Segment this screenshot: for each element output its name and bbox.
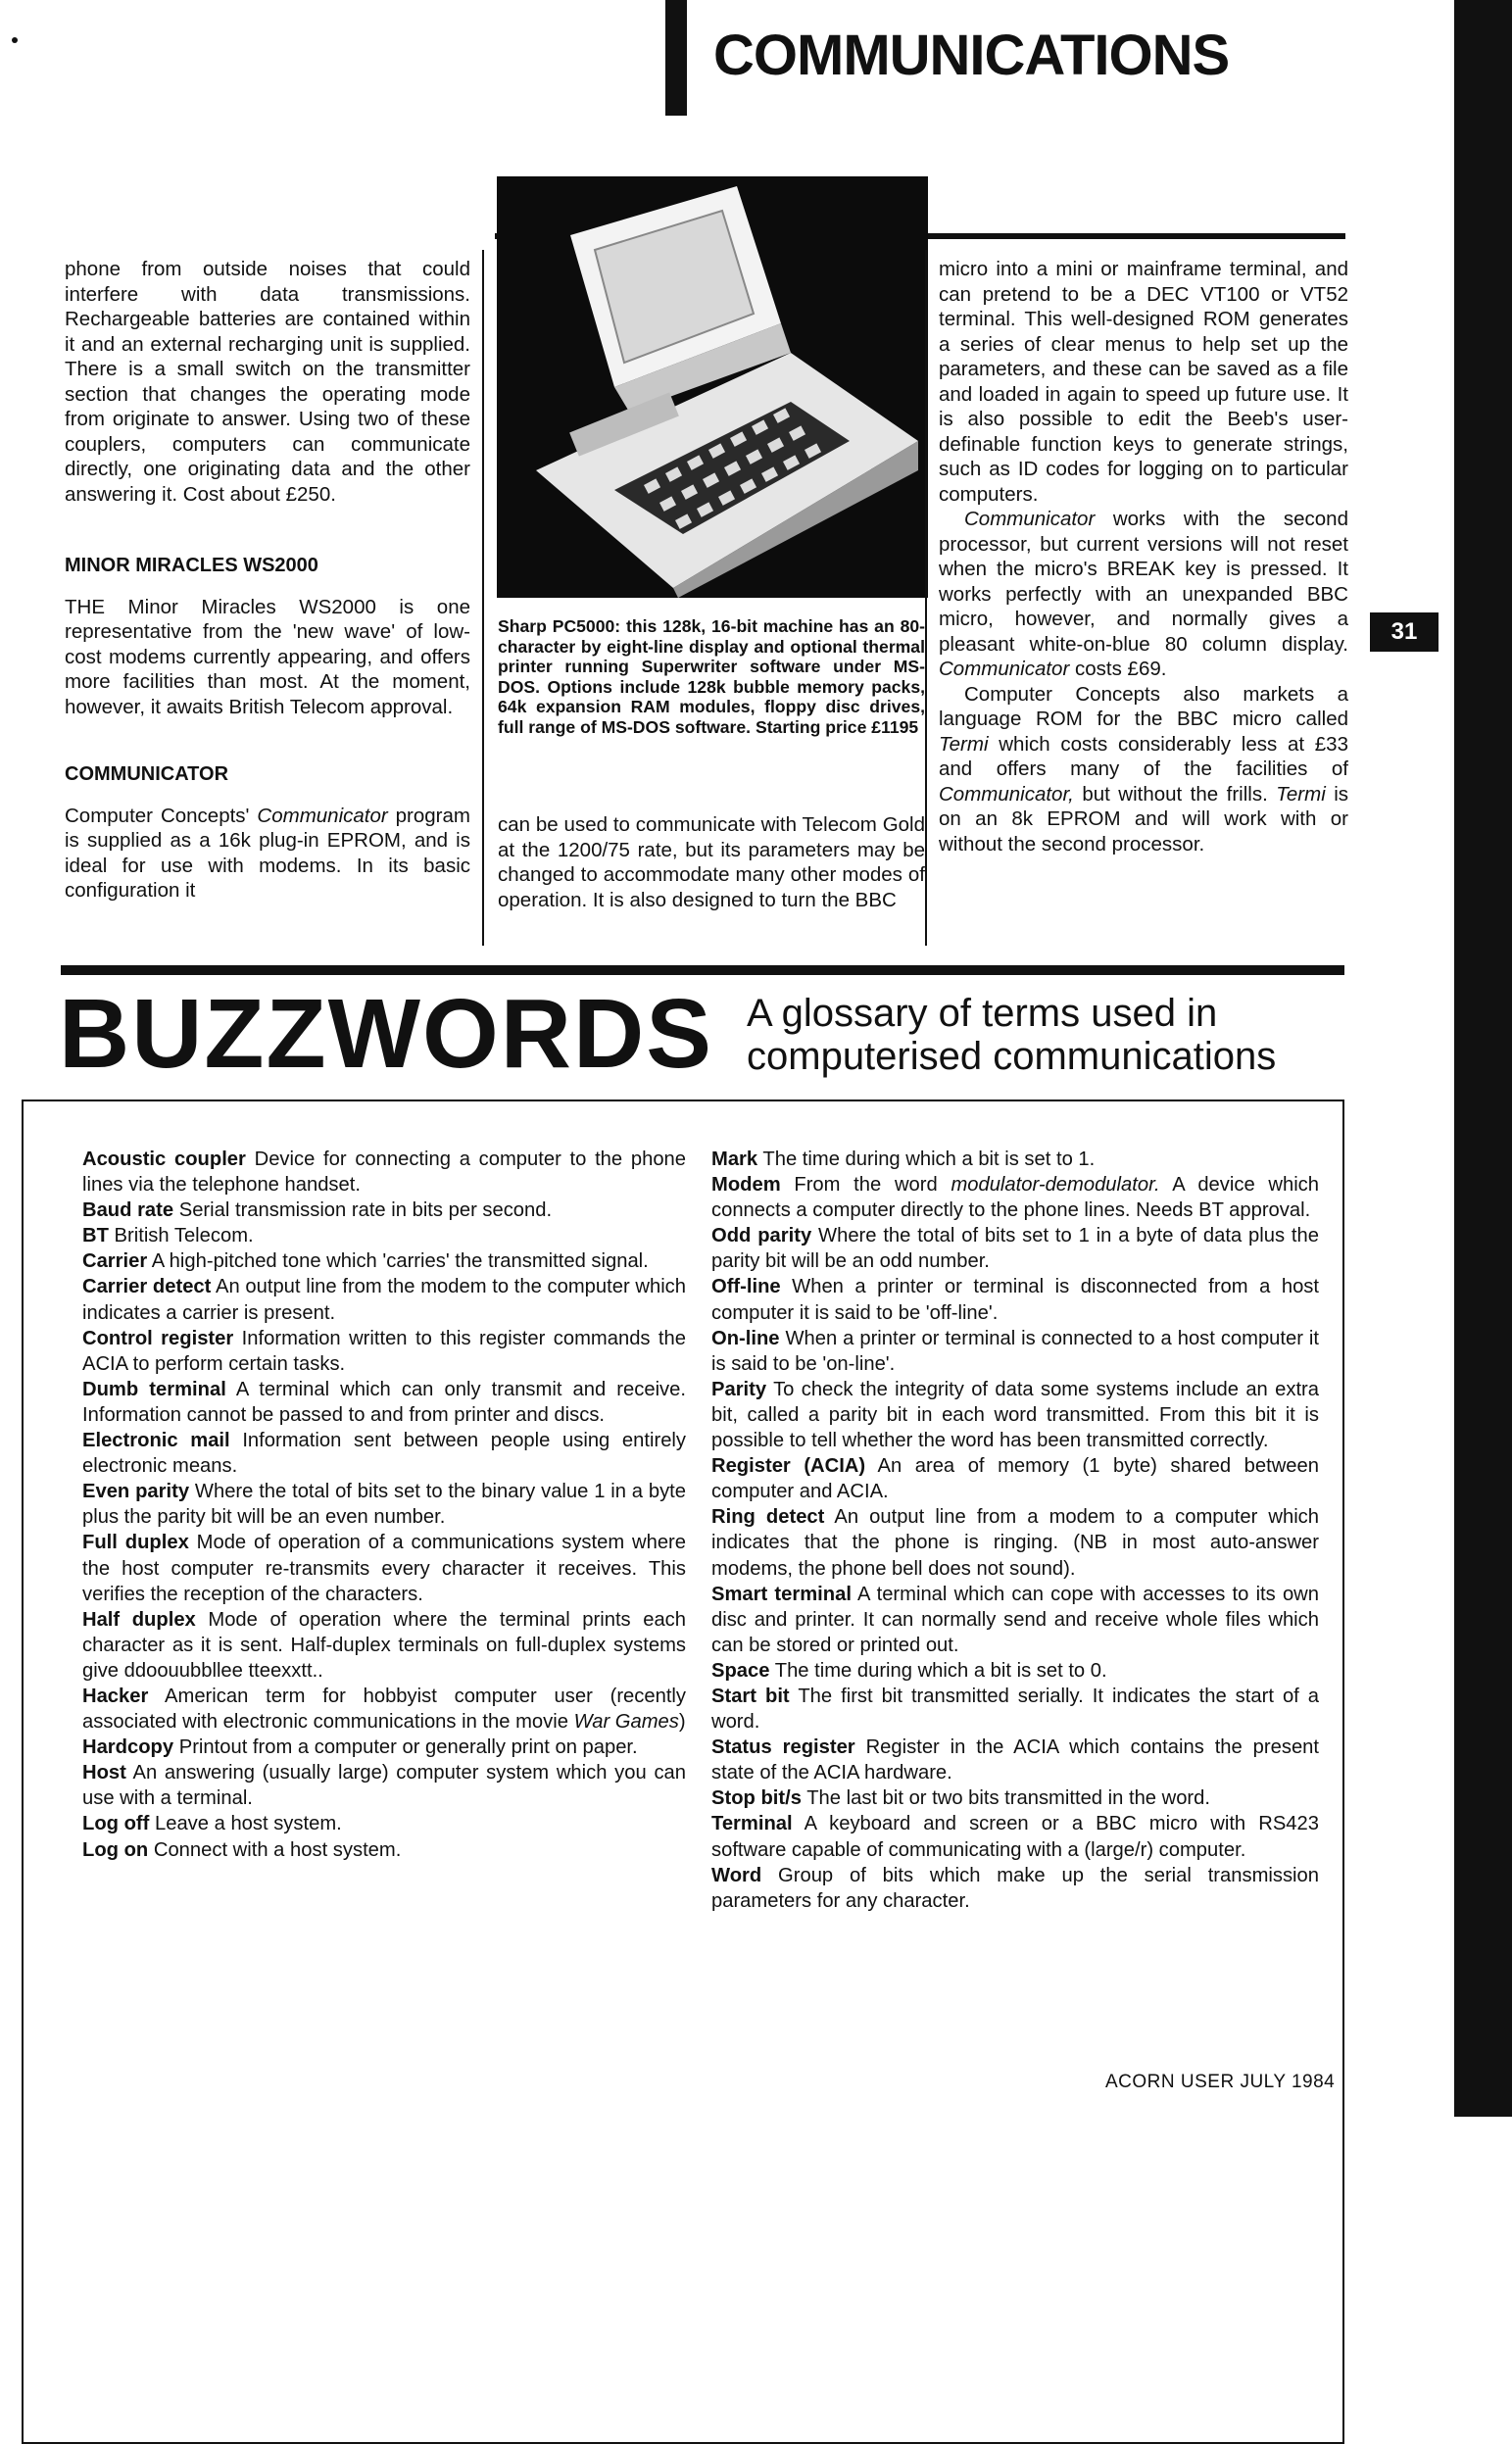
column1-paragraph-2: THE Minor Miracles WS2000 is one representative from the 'new wave' of low-cost modems currently appearing, and offers more facilities than most. At the moment, however, it awaits British Telecom approval. — [65, 595, 470, 718]
glossary-italic: War Games — [573, 1711, 679, 1734]
glossary-entry — [82, 1248, 686, 1274]
glossary-entry — [711, 1326, 1319, 1377]
laptop-illustration — [497, 176, 928, 598]
footer-issue: ACORN USER JULY 1984 — [1105, 2072, 1336, 2092]
glossary-definition-end: ) — [678, 1711, 686, 1734]
glossary-entry — [82, 1223, 686, 1248]
page-number-tab: 31 — [1370, 612, 1439, 652]
glossary-definition: Leave a host system. — [155, 1813, 342, 1835]
glossary-entry — [82, 1147, 686, 1198]
glossary-entry — [82, 1428, 686, 1479]
page-edge-strip — [1454, 0, 1512, 2117]
glossary-entry — [711, 1172, 1319, 1223]
column-1 — [65, 257, 470, 904]
glossary-definition: Where the total of bits set to the binary value 1 in a byte plus the parity bit will be an even number. — [82, 1481, 687, 1529]
glossary-term: Start bit — [711, 1685, 790, 1707]
subtitle-line-2: computerised communications — [747, 1035, 1277, 1078]
glossary-right-column — [711, 1147, 1319, 1914]
glossary-entry — [82, 1479, 686, 1530]
glossary-definition: American term for hobbyist computer user (recently associated with electronic communications in the movie — [82, 1685, 687, 1734]
glossary-term: Odd parity — [711, 1225, 812, 1247]
glossary-definition-end: A device which connects a computer directly to the phone lines. Needs BT approval. — [711, 1174, 1320, 1222]
glossary-entry — [711, 1811, 1319, 1862]
glossary-entry — [711, 1453, 1319, 1504]
glossary-entry — [82, 1198, 686, 1223]
glossary-term: Hardcopy — [82, 1736, 174, 1759]
subtitle-line-1: A glossary of terms used in — [747, 992, 1218, 1035]
glossary-entry — [82, 1274, 686, 1325]
text-span: program is supplied as a 16k plug-in EPROM, and is ideal for use with modems. In its basic configuration it — [65, 804, 470, 902]
glossary-entry — [711, 1377, 1319, 1453]
glossary-term: Register (ACIA) — [711, 1455, 866, 1478]
glossary-left-column — [82, 1147, 686, 1863]
glossary-italic: modulator-demodulator. — [951, 1174, 1160, 1197]
photo-caption: Sharp PC5000: this 128k, 16-bit machine has an 80-character by eight-line display and optional thermal printer running Superwriter software under MS-DOS. Options include 128k bubble memory packs, 64k expansion RAM modules, floppy disc drives, full range of MS-DOS software. Starting price £1195 — [498, 616, 925, 737]
glossary-term: Terminal — [711, 1813, 793, 1835]
glossary-definition: From the word — [794, 1174, 938, 1197]
glossary-term: Hacker — [82, 1685, 149, 1707]
glossary-term: Acoustic coupler — [82, 1149, 246, 1170]
glossary-term: Modem — [711, 1174, 781, 1197]
italic-title: Communicator — [964, 508, 1096, 530]
glossary-definition: When a printer or terminal is connected to a host computer it is said to be 'on-line'. — [711, 1327, 1320, 1375]
glossary-definition: Mode of operation of a communications system where the host computer re-transmits every character it receives. This verifies the reception of the characters. — [82, 1532, 686, 1605]
glossary-term: Full duplex — [82, 1532, 189, 1554]
glossary-definition: Register in the ACIA which contains the present state of the ACIA hardware. — [711, 1736, 1320, 1784]
column2-paragraph: can be used to communicate with Telecom Gold at the 1200/75 rate, but its parameters may be changed to accommodate many other modes of operation. It is also designed to turn the BBC — [498, 813, 925, 911]
glossary-entry — [711, 1658, 1319, 1684]
glossary-definition: Device for connecting a computer to the phone lines via the telephone handset. — [82, 1149, 686, 1197]
glossary-term: Dumb terminal — [82, 1378, 226, 1400]
glossary-term: Host — [82, 1762, 126, 1784]
column1-paragraph-1: phone from outside noises that could interfere with data transmissions. Rechargeable batteries are contained within it and an external recharging unit is supplied. There is a small switch on the transmitter section that changes the operating mode from originate to answer. Using two of these couplers, computers can communicate directly, one originating data and the other answering it. Cost about £250. — [65, 258, 470, 506]
glossary-term: Status register — [711, 1736, 855, 1759]
glossary-entry — [82, 1377, 686, 1428]
print-speck — [12, 37, 18, 43]
italic-title: Communicator — [939, 658, 1070, 680]
glossary-definition: The last bit or two bits transmitted in the word. — [806, 1787, 1210, 1810]
glossary-entry — [711, 1504, 1319, 1581]
italic-title: Termi — [939, 732, 989, 756]
column-divider-1 — [482, 250, 484, 946]
glossary-entry — [711, 1582, 1319, 1658]
column3-paragraph-3 — [939, 682, 1348, 857]
glossary-entry — [711, 1223, 1319, 1274]
text-span: costs £69. — [1075, 658, 1167, 680]
glossary-term: Log on — [82, 1838, 149, 1861]
glossary-term: Stop bit/s — [711, 1787, 802, 1810]
glossary-entry — [82, 1684, 686, 1735]
glossary-definition: A terminal which can only transmit and receive. Information cannot be passed to and from printer and discs. — [82, 1378, 686, 1426]
glossary-definition: The time during which a bit is set to 0. — [774, 1659, 1107, 1682]
text-span: is on an 8k EPROM and will work with or without the second processor. — [939, 782, 1349, 855]
glossary-definition: An area of memory (1 byte) shared between computer and ACIA. — [711, 1455, 1319, 1503]
glossary-definition: British Telecom. — [114, 1225, 254, 1247]
glossary-term: Parity — [711, 1378, 767, 1400]
glossary-entry — [82, 1760, 686, 1811]
glossary-definition: A high-pitched tone which 'carries' the transmitted signal. — [151, 1250, 649, 1273]
glossary-entry — [82, 1837, 686, 1863]
glossary-term: BT — [82, 1225, 109, 1247]
glossary-definition: Group of bits which make up the serial transmission parameters for any character. — [711, 1864, 1319, 1912]
glossary-definition: To check the integrity of data some systems include an extra bit, called a parity bit in each word transmitted. From this bit it is possible to tell whether the word has been transmitted correctly. — [711, 1378, 1319, 1452]
text-span: which costs considerably less at £33 and offers many of the facilities of — [939, 732, 1348, 780]
italic-title: Communicator, — [939, 782, 1074, 806]
glossary-definition: An output line from a modem to a computer which indicates that the phone is ringing. (NB in most auto-answer modems, the phone bell does not sound). — [711, 1506, 1320, 1580]
glossary-definition: An answering (usually large) computer system which you can use with a terminal. — [82, 1762, 687, 1810]
glossary-definition: A terminal which can cope with accesses to its own disc and printer. It can normally send and receive whole files which can be stored or printed out. — [711, 1583, 1319, 1656]
glossary-term: Mark — [711, 1149, 758, 1170]
text-span: works with the second processor, but current versions will not reset when the micro's BREAK key is pressed. It works perfectly with an unexpanded BBC micro, however, and normally gives a pleasant white-on-blue 80 column display. — [939, 508, 1348, 656]
glossary-term: On-line — [711, 1327, 780, 1349]
glossary-entry — [711, 1863, 1319, 1914]
glossary-definition: Printout from a computer or generally print on paper. — [178, 1736, 638, 1759]
buzzwords-rule — [61, 965, 1344, 975]
glossary-definition: Mode of operation where the terminal prints each character as it is sent. Half-duplex terminals on full-duplex systems give ddoouubbllee tteexxtt.. — [82, 1608, 687, 1682]
glossary-term: Off-line — [711, 1276, 781, 1298]
glossary-entry — [82, 1530, 686, 1606]
heading-minor-miracles: MINOR MIRACLES WS2000 — [65, 555, 318, 576]
glossary-term: Carrier detect — [82, 1276, 212, 1298]
glossary-term: Smart terminal — [711, 1583, 852, 1605]
glossary-entry — [82, 1607, 686, 1684]
glossary-term: Even parity — [82, 1481, 190, 1503]
glossary-term: Baud rate — [82, 1199, 174, 1222]
glossary-definition: An output line from the modem to the computer which indicates a carrier is present. — [82, 1276, 687, 1324]
column3-paragraph-2 — [939, 507, 1348, 682]
glossary-entry — [711, 1147, 1319, 1172]
glossary-definition: When a printer or terminal is disconnected from a host computer it is said to be 'off-line'. — [711, 1276, 1320, 1324]
glossary-term: Electronic mail — [82, 1430, 230, 1452]
glossary-definition: A keyboard and screen or a BBC micro with RS423 software capable of communicating with a (large/r) computer. — [711, 1813, 1319, 1861]
glossary-entry — [711, 1785, 1319, 1811]
glossary-definition: Where the total of bits set to 1 in a byte of data plus the parity bit will be an odd number. — [711, 1225, 1319, 1273]
glossary-entry — [711, 1684, 1319, 1735]
column-3 — [939, 257, 1348, 856]
glossary-entry — [82, 1811, 686, 1836]
glossary-definition: Connect with a host system. — [153, 1838, 402, 1861]
text-span: but without the frills. — [1082, 782, 1268, 806]
text-span: Computer Concepts also markets a language ROM for the BBC micro called — [939, 682, 1348, 730]
section-title: COMMUNICATIONS — [713, 24, 1230, 87]
glossary-term: Control register — [82, 1327, 234, 1349]
glossary-term: Word — [711, 1864, 762, 1886]
column1-paragraph-3 — [65, 804, 470, 904]
glossary-term: Log off — [82, 1813, 150, 1835]
glossary-term: Ring detect — [711, 1506, 825, 1529]
glossary-definition: Serial transmission rate in bits per second. — [178, 1199, 553, 1222]
glossary-term: Carrier — [82, 1250, 148, 1273]
buzzwords-subtitle — [747, 992, 1276, 1078]
column3-paragraph-1: micro into a mini or mainframe terminal, and can pretend to be a DEC VT100 or VT52 terminal. This well-designed ROM generates a series of clear menus to help set up the parameters, and these can be saved as a file and loaded in again to speed up future use. It is also possible to edit the Beeb's user-definable function keys to generate strings, such as ID codes for logging on to particular computers. — [939, 258, 1348, 506]
italic-title: Communicator — [257, 804, 388, 827]
glossary-definition: The first bit transmitted serially. It indicates the start of a word. — [711, 1685, 1320, 1734]
sharp-pc5000-photo — [497, 176, 928, 598]
glossary-definition: The time during which a bit is set to 1. — [762, 1149, 1096, 1170]
glossary-entry — [82, 1735, 686, 1760]
italic-title: Termi — [1276, 782, 1326, 806]
header-bar — [665, 0, 687, 116]
glossary-entry — [711, 1735, 1319, 1785]
glossary-definition: Information sent between people using entirely electronic means. — [82, 1430, 686, 1478]
glossary-term: Half duplex — [82, 1608, 196, 1631]
glossary-entry — [82, 1326, 686, 1377]
glossary-entry — [711, 1274, 1319, 1325]
glossary-definition: Information written to this register commands the ACIA to perform certain tasks. — [82, 1327, 686, 1375]
buzzwords-title: BUZZWORDS — [59, 979, 713, 1089]
heading-communicator: COMMUNICATOR — [65, 763, 229, 785]
text-span: Computer Concepts' — [65, 804, 250, 827]
column-2-text — [498, 812, 925, 912]
column-divider-2 — [925, 250, 927, 946]
glossary-term: Space — [711, 1659, 770, 1682]
